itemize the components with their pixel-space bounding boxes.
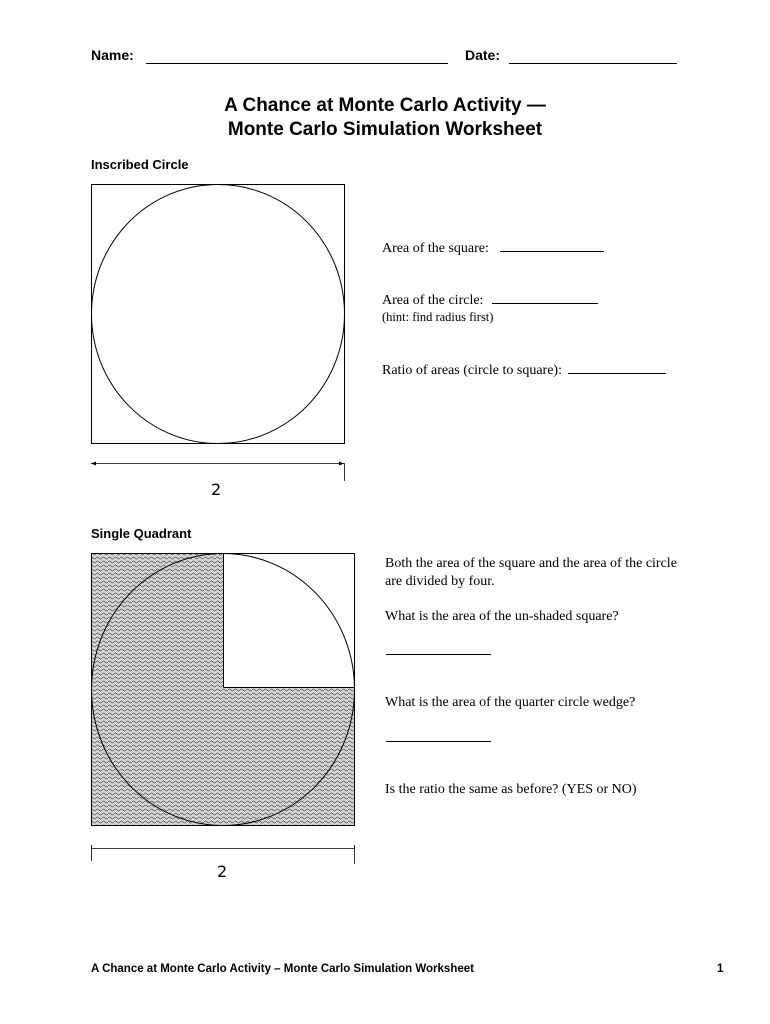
date-label: Date: [465, 47, 501, 63]
question-unshaded-square: What is the area of the un-shaded square? [385, 609, 619, 624]
answer-blank-ratio[interactable] [568, 361, 666, 374]
dimension-label-2: 2 [217, 862, 228, 881]
dimension-arrow-1 [91, 462, 345, 482]
dimension-label-1: 2 [211, 480, 222, 499]
question-ratio [382, 361, 666, 380]
single-quadrant-figure [92, 554, 355, 826]
quadrant-intro-line-1: Both the area of the square and the area of the circle [385, 556, 677, 571]
section-heading-inscribed-circle: Inscribed Circle [91, 157, 189, 172]
question-area-square-text: Area of the square: [382, 241, 489, 256]
question-area-circle-text: Area of the circle: [382, 293, 484, 308]
page-number: 1 [717, 963, 724, 975]
answer-blank-wedge[interactable] [386, 741, 491, 742]
question-ratio-text: Ratio of areas (circle to square): [382, 363, 562, 378]
circle-outline [92, 185, 345, 444]
name-label: Name: [91, 47, 134, 63]
question-quarter-wedge: What is the area of the quarter circle wedge? [385, 695, 636, 710]
title-line-2: Monte Carlo Simulation Worksheet [227, 119, 543, 140]
question-area-square [382, 239, 604, 258]
unshaded-square [223, 554, 354, 687]
quadrant-intro-line-2: are divided by four. [385, 574, 495, 589]
section-heading-single-quadrant: Single Quadrant [91, 526, 192, 541]
title-line-1: A Chance at Monte Carlo Activity — [224, 95, 546, 116]
inscribed-circle-figure [92, 185, 345, 444]
quadrant-intro [385, 555, 677, 591]
footer-text: A Chance at Monte Carlo Activity – Monte Carlo Simulation Worksheet [91, 963, 474, 975]
question-ratio-same: Is the ratio the same as before? (YES or NO) [385, 782, 637, 797]
answer-blank-square[interactable] [500, 239, 604, 252]
question-area-circle [382, 291, 598, 310]
answer-blank-circle[interactable] [492, 291, 598, 304]
hint-text: (hint: find radius first) [382, 310, 494, 324]
answer-blank-unshaded[interactable] [386, 654, 491, 655]
square-outline [92, 185, 345, 444]
